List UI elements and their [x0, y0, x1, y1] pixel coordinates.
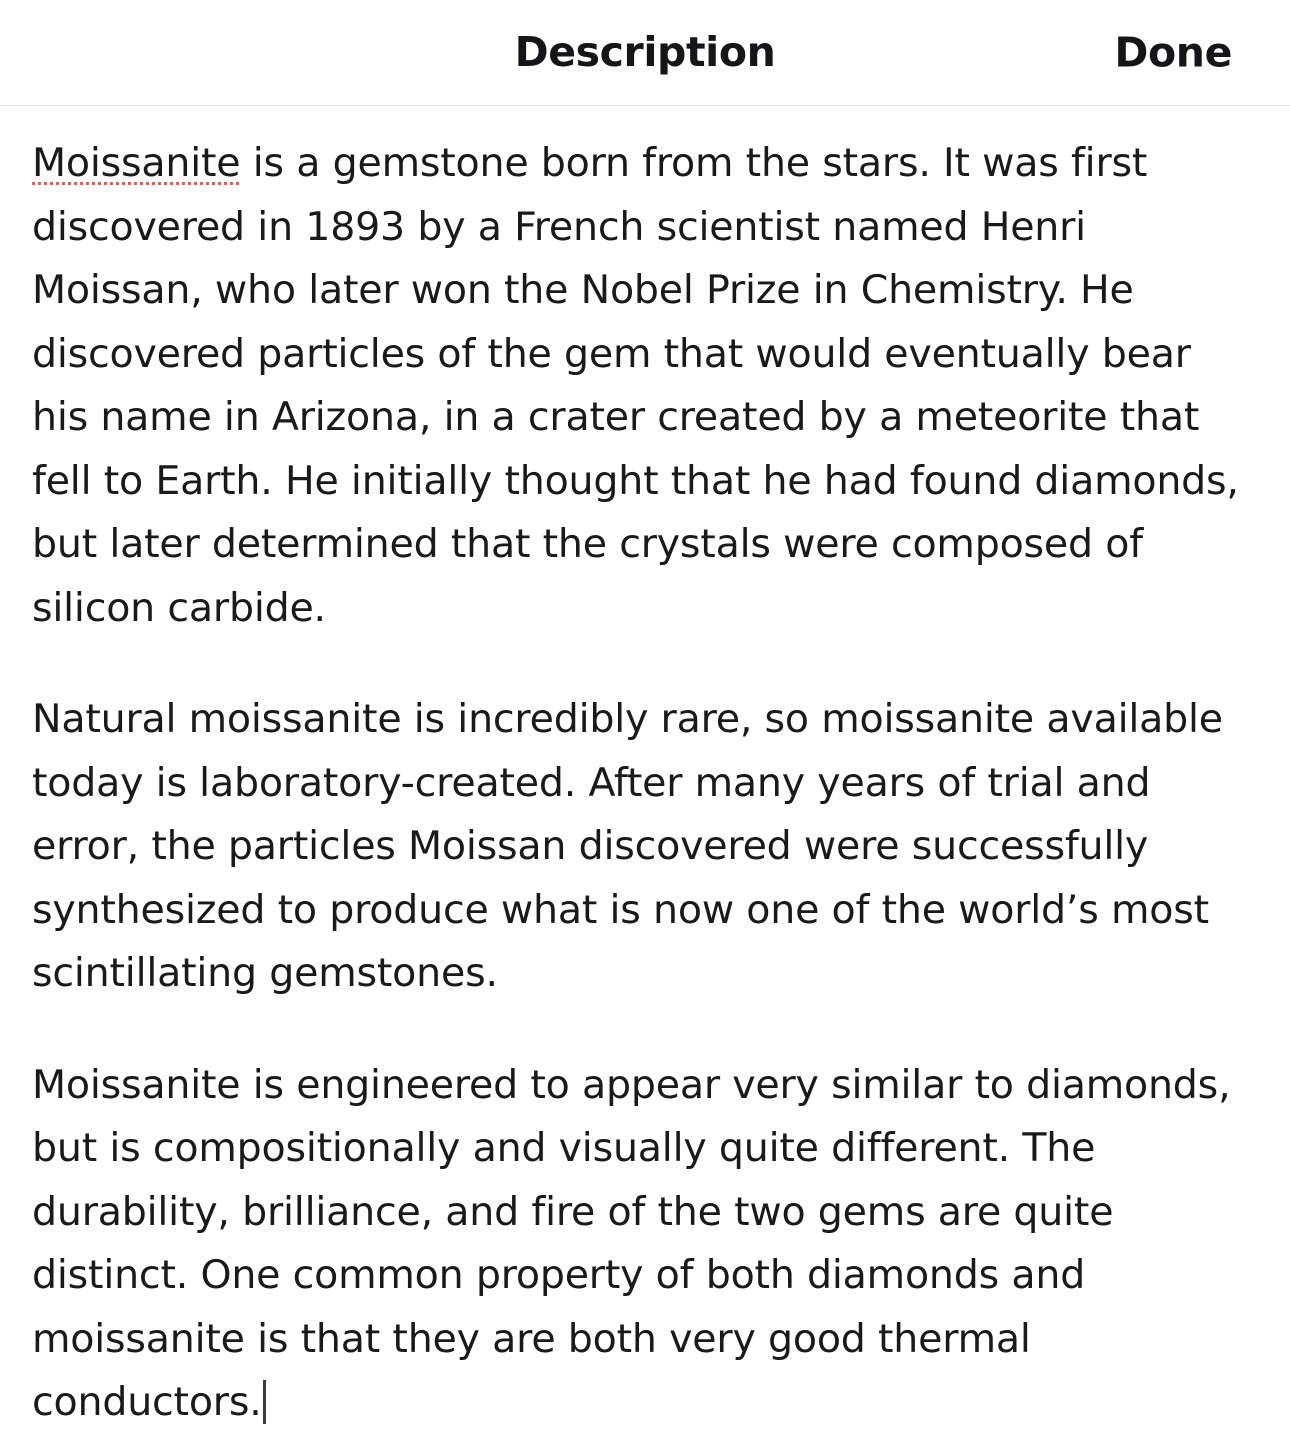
paragraph-3-text: Moissanite is engineered to appear very similar to diamonds, but is compositionally and visually quite different. The durability, brilliance, and fire of the two gems are quite distinct. One common property of both diamonds and moissanite is that they are both very good thermal conductors.	[32, 1061, 1243, 1425]
paragraph-1-text: is a gemstone born from the stars. It was first discovered in 1893 by a French scientist named Henri Moissan, who later won the Nobel Prize in Chemistry. He discovered particles of the gem that would eventually bear his name in Arizona, in a crater created by a meteorite that fell to Earth. He initially thought that he had found diamonds, but later determined that the crystals were composed of silicon carbide.	[32, 140, 1252, 631]
done-button[interactable]: Done	[1114, 28, 1232, 76]
page-title: Description	[514, 28, 776, 76]
paragraph-2[interactable]: Natural moissanite is incredibly rare, so moissanite available today is laboratory-created. After many years of trial and error, the particles Moissan discovered were successfully synthesized to produce what is now one of the world’s most scintillating gemstones.	[32, 696, 1236, 996]
paragraph-3[interactable]	[32, 1054, 1256, 1435]
text-caret	[263, 1380, 266, 1424]
misspelled-word[interactable]: Moissanite	[32, 140, 241, 186]
paragraph-1[interactable]	[32, 132, 1256, 640]
navigation-bar	[0, 0, 1290, 106]
description-text-editor[interactable]	[0, 106, 1290, 1449]
